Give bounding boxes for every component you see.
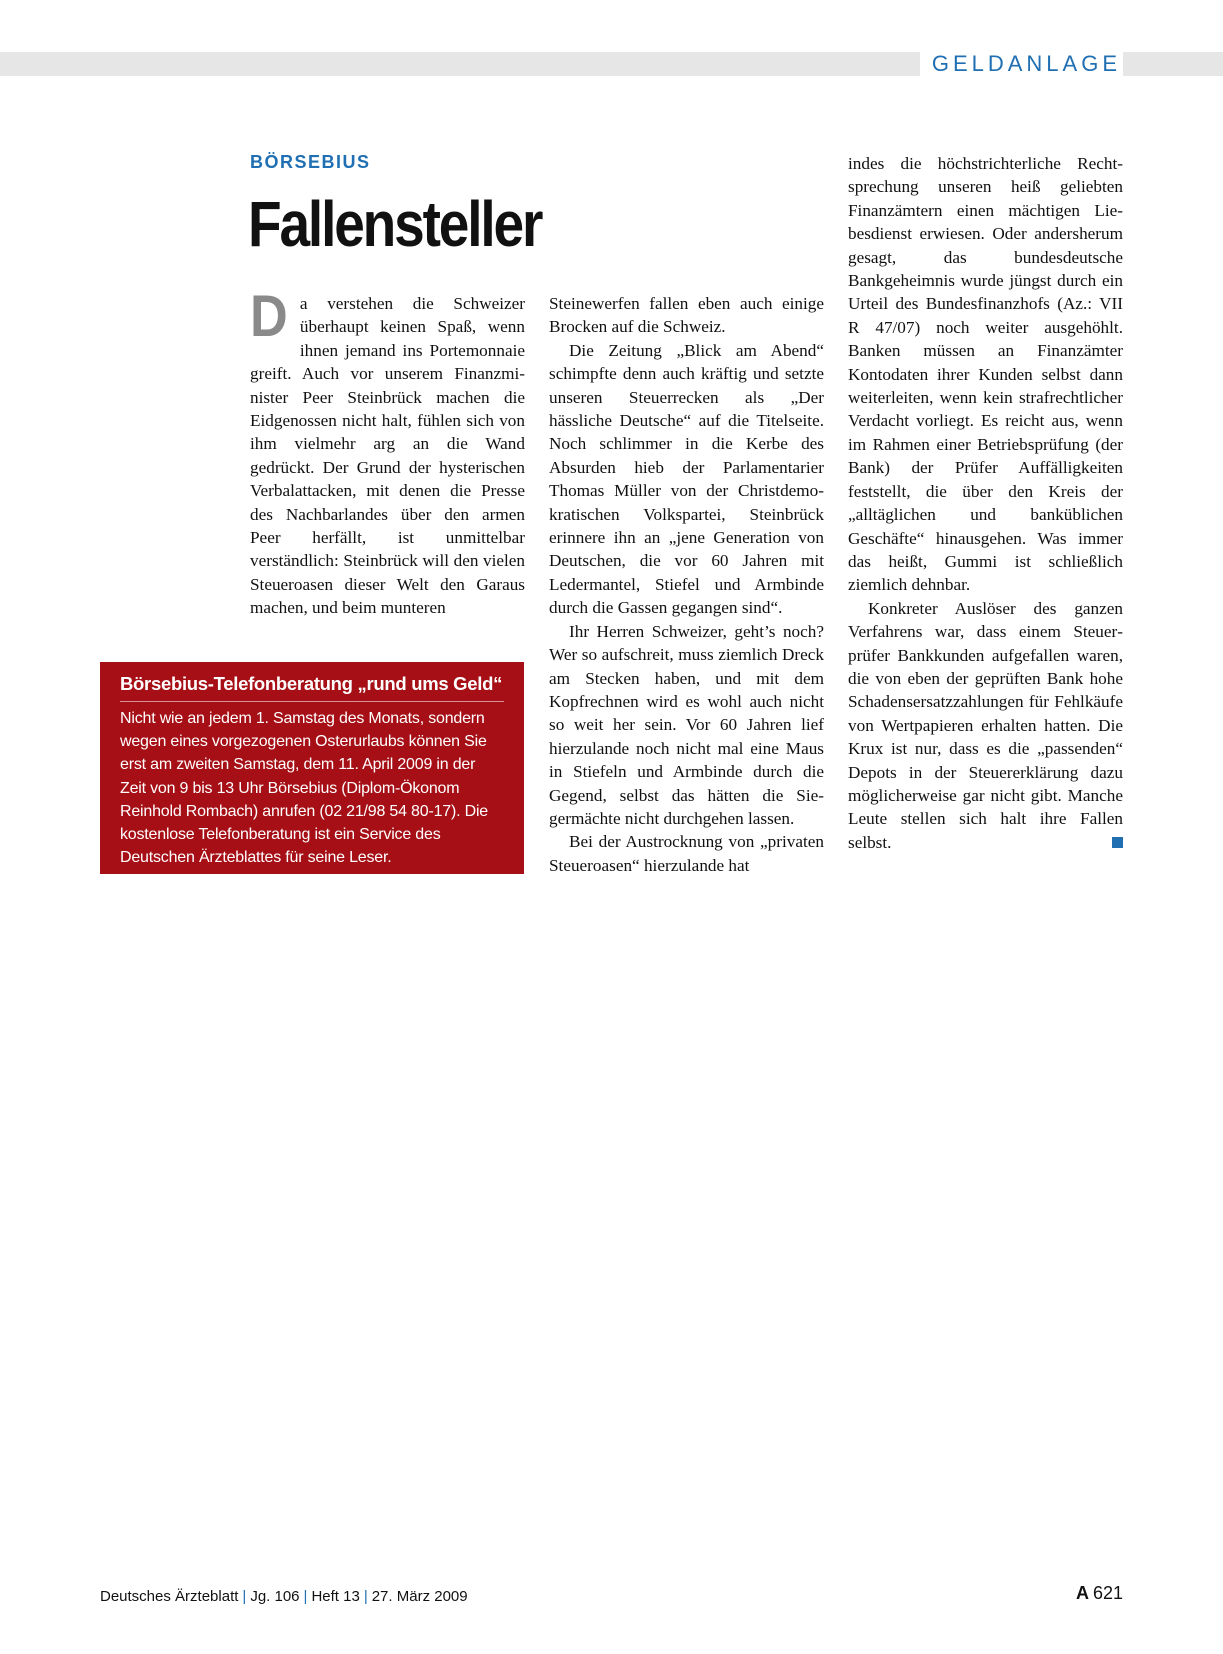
- footer-issue: Heft 13: [311, 1588, 360, 1605]
- article-kicker: BÖRSEBIUS: [250, 152, 371, 172]
- article-headline: Fallensteller: [248, 188, 542, 260]
- article-column-3: [848, 152, 1123, 854]
- paragraph: a verstehen die Schweizer überhaupt keinen Spaß, wenn ihnen jemand ins Portemonnaie greift. Auch vor unserem Finanzminister Peer Steinbrück machen die Eidgenossen nicht halt, fühlen sich von ihm vielmehr arg an die Wand gedrückt. Der Grund der hysterischen Verbalattacken, mit denen die Presse des Nachbarlandes über den armen Peer herfällt, ist unmittelbar verständlich: Steinbrück will den vielen Steueroasen dieser Welt den Garaus machen, und beim munteren: [250, 294, 525, 618]
- paragraph: Ihr Herren Schweizer, geht’s noch? Wer so aufschreit, muss ziemlich Dreck am Stecken haben, und mit dem Kopfrechnen wird es wohl auch nicht so weit her sein. Vor 60 Jahren lief hierzulande noch nicht mal eine Maus in Stiefeln und Armbinde durch die Gegend, selbst das hätten die Siegermächte nicht durchgehen lassen.: [549, 621, 824, 828]
- paragraph: Die Zeitung „Blick am Abend“ schimpfte denn auch kräftig und setzte unseren Steuerrecken als „Der hässliche Deutsche“ auf die Titelseite. Noch schlimmer in die Kerbe des Absurden hieb der Parlamentarier Thomas Müller von der Christdemokratischen Volkspartei, Steinbrück erinnere ihn an „jene Generation von Deutschen, die vor 60 Jahren mit Ledermantel, Stiefel und Armbinde durch die Gassen gegangen sind“.: [549, 340, 824, 618]
- paragraph: [848, 597, 1123, 854]
- page-number: [1076, 1583, 1123, 1604]
- footer-separator: |: [242, 1588, 247, 1605]
- footer-separator: |: [303, 1588, 308, 1605]
- footer-date: 27. März 2009: [371, 1588, 468, 1605]
- section-label: GELDANLAGE: [920, 48, 1123, 80]
- article-column-2: [549, 292, 824, 877]
- drop-cap: D: [250, 284, 288, 349]
- info-box-body: Nicht wie an jedem 1. Samstag des Monats, sondern wegen eines vorgezogenen Osterurlaubs können Sie erst am zweiten Samstag, dem 11. April 2009 in der Zeit von 9 bis 13 Uhr Börsebius (Diplom-Ökonom Reinhold Rombach) anrufen (02 21/98 54 80-17). Die kostenlose Telefonberatung ist ein Service des Deutschen Ärzteblattes für seine Leser.: [120, 710, 489, 867]
- info-box-title: Börsebius-Telefonberatung „rund ums Geld“: [120, 670, 504, 702]
- article-column-1: [250, 284, 525, 620]
- end-of-article-icon: [1112, 837, 1123, 848]
- paragraph: Steinewerfen fallen eben auch einige Brocken auf die Schweiz.: [549, 294, 824, 337]
- footer-journal: Deutsches Ärzteblatt: [100, 1588, 239, 1605]
- paragraph: indes die höchstrichterliche Rechtsprechung unseren heiß geliebten Finanzämtern einen mächtigen Liebesdienst erwiesen. Oder andersherum gesagt, das bundesdeutsche Bankgeheimnis wurde jüngst durch ein Urteil des Bundesfinanzhofs (Az.: VII R 47/07) noch weiter ausgehöhlt. Banken müssen an Finanzämter Kontodaten ihrer Kunden selbst dann weiterleiten, wenn kein strafrechtlicher Verdacht vorliegt. Es reicht aus, wenn im Rahmen einer Betriebsprüfung (der Bank) der Prüfer Auffälligkeiten feststellt, die über den Kreis der „alltäglichen und banküblichen Geschäfte“ hinausgehen. Was immer das heißt, Gummi ist schließlich ziemlich dehnbar.: [848, 154, 1123, 595]
- paragraph-text: Konkreter Auslöser des ganzen Verfahrens war, dass einem Steuerprüfer Bankkunden aufgefallen waren, die von eben der geprüften Bank hohe Schadensersatzzahlungen für Fehlkäufe von Wertpapieren erhalten hatten. Die Krux ist nur, dass es die „passenden“ Depots in der Steuererklärung dazu möglicherweise gar nicht gibt. Manche Leute stellen sich halt ihre Fallen selbst.: [848, 598, 1123, 852]
- info-box: [100, 662, 524, 874]
- footer-volume: Jg. 106: [250, 1588, 300, 1605]
- page-number-value: 621: [1092, 1583, 1123, 1603]
- paragraph: Bei der Austrocknung von „privaten Steueroasen“ hierzulande hat: [549, 832, 824, 875]
- page-prefix: A: [1075, 1583, 1089, 1603]
- footer-citation: [100, 1588, 468, 1605]
- footer-separator: |: [363, 1588, 368, 1605]
